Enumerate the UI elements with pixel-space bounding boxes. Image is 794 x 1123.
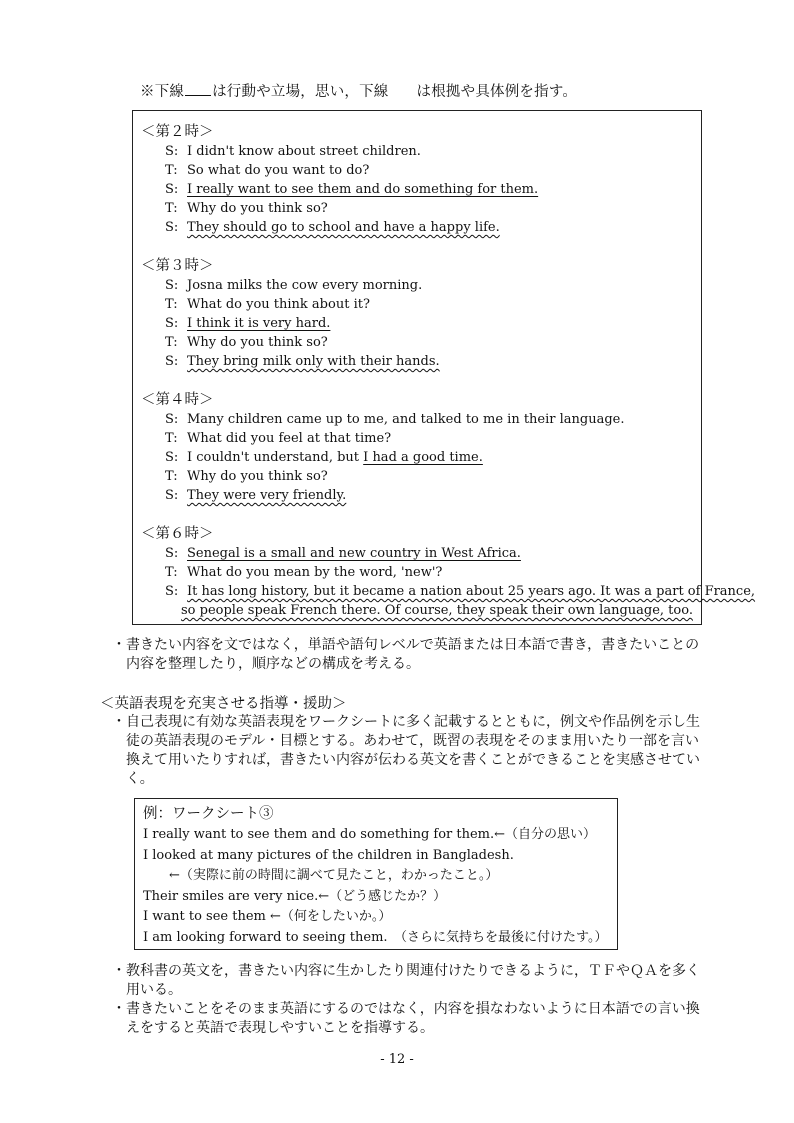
lesson-section bbox=[141, 257, 440, 371]
speaker-label: T: bbox=[165, 431, 178, 446]
speaker-label: S: bbox=[165, 278, 179, 293]
dialog-line bbox=[141, 295, 440, 314]
bullet-line: 書きたいことをそのまま英語にするのではなく，内容を損なわないように日本語での言い換 bbox=[126, 1001, 700, 1017]
speaker-label: T: bbox=[165, 163, 178, 178]
bullet-textbook-sentences bbox=[112, 962, 726, 1000]
dialog-line bbox=[141, 314, 440, 333]
note-middle: は行動や立場，思い，下線 bbox=[212, 84, 389, 100]
dialog-text: Why do you think so? bbox=[187, 469, 328, 484]
wavy-underline-sample bbox=[390, 84, 416, 98]
underlined-opinion: I had a good time. bbox=[363, 450, 483, 465]
dialog-line bbox=[141, 582, 755, 601]
dialog-line bbox=[141, 429, 625, 448]
lesson-section-title: ＜第２時＞ bbox=[141, 124, 214, 140]
dialog-line bbox=[141, 180, 538, 199]
dialog-text: Why do you think so? bbox=[187, 335, 328, 350]
bullet-line: 教科書の英文を，書きたい内容に生かしたり関連付けたりできるように，ＴＦやＱＡを多く bbox=[126, 963, 700, 979]
dialog-line bbox=[141, 333, 440, 352]
speaker-label: S: bbox=[165, 220, 179, 235]
bullet-line: 書きたい内容を文ではなく，単語や語句レベルで英語または日本語で書き，書きたいことの bbox=[126, 637, 700, 653]
speaker-label: S: bbox=[165, 316, 179, 331]
dialog-text: What did you feel at that time? bbox=[187, 431, 392, 446]
underlined-opinion: Senegal is a small and new country in West Africa. bbox=[187, 546, 521, 561]
example-line: ←（実際に前の時間に調べて見たこと，わかったこと。） bbox=[143, 868, 499, 883]
lesson-section-title: ＜第３時＞ bbox=[141, 258, 214, 274]
dialog-line bbox=[141, 410, 625, 429]
wavy-underlined-reason: They bring milk only with their hands. bbox=[187, 354, 440, 369]
dialog-line bbox=[141, 161, 538, 180]
wavy-underlined-reason: They were very friendly. bbox=[187, 488, 347, 503]
lesson-section-title: ＜第６時＞ bbox=[141, 526, 214, 542]
underlined-opinion: I think it is very hard. bbox=[187, 316, 331, 331]
dialog-line bbox=[141, 486, 625, 505]
speaker-label: T: bbox=[165, 335, 178, 350]
speaker-label: S: bbox=[165, 546, 179, 561]
example-line: I looked at many pictures of the children in Bangladesh. bbox=[143, 847, 514, 863]
dialog-line bbox=[141, 276, 440, 295]
speaker-label: S: bbox=[165, 488, 179, 503]
underline-legend-note bbox=[140, 80, 577, 101]
section-heading: ＜英語表現を充実させる指導・援助＞ bbox=[100, 696, 347, 712]
example-line: I want to see them ←（何をしたいか。） bbox=[143, 909, 392, 924]
bullet-line: 徒の英語表現のモデル・目標とする。あわせて，既習の表現をそのまま用いたり一部を言い bbox=[126, 733, 700, 749]
bullet-mark: ・ bbox=[112, 1001, 126, 1017]
note-suffix: は根拠や具体例を指す。 bbox=[416, 84, 578, 100]
dialog-line bbox=[141, 448, 625, 467]
dialog-text: So what do you want to do? bbox=[187, 163, 370, 178]
example-line: I really want to see them and do something for them.←（自分の思い） bbox=[143, 827, 597, 842]
lesson-section-title: ＜第４時＞ bbox=[141, 392, 214, 408]
example-line: I am looking forward to seeing them. （さらに気持ちを最後に付けたす。） bbox=[143, 929, 608, 945]
bullet-mark: ・ bbox=[112, 637, 126, 653]
straight-underline-sample bbox=[185, 81, 211, 96]
dialog-line bbox=[141, 199, 538, 218]
bullet-line: 用いる。 bbox=[126, 982, 182, 998]
speaker-label: S: bbox=[165, 144, 179, 159]
dialog-text: I couldn't understand, but bbox=[187, 450, 364, 465]
lesson-section bbox=[141, 391, 625, 505]
lesson-section bbox=[141, 525, 755, 620]
dialog-text: I didn't know about street children. bbox=[187, 144, 421, 159]
wavy-underlined-reason: It has long history, but it became a nation about 25 years ago. It was a part of France, bbox=[187, 584, 756, 599]
bullet-line: く。 bbox=[126, 771, 154, 787]
dialog-line bbox=[141, 218, 538, 237]
bullet-paraphrase bbox=[112, 1000, 726, 1038]
wavy-underlined-reason: so people speak French there. Of course, they speak their own language, too. bbox=[181, 603, 693, 618]
dialog-text: Many children came up to me, and talked to me in their language. bbox=[187, 412, 625, 427]
underlined-opinion: I really want to see them and do something for them. bbox=[187, 182, 539, 197]
bullet-line: 自己表現に有効な英語表現をワークシートに多く記載するとともに，例文や作品例を示し生 bbox=[126, 714, 700, 730]
page-number: - 12 - bbox=[380, 1052, 414, 1067]
speaker-label: S: bbox=[165, 182, 179, 197]
speaker-label: T: bbox=[165, 565, 178, 580]
speaker-label: S: bbox=[165, 584, 179, 599]
dialog-line bbox=[141, 601, 755, 620]
dialog-line bbox=[141, 563, 755, 582]
dialog-line bbox=[141, 467, 625, 486]
speaker-label: S: bbox=[165, 354, 179, 369]
example-line: Their smiles are very nice.←（どう感じたか？） bbox=[143, 888, 447, 904]
dialog-line bbox=[141, 352, 440, 371]
worksheet-example-box bbox=[134, 798, 618, 950]
speaker-label: T: bbox=[165, 297, 178, 312]
speaker-label: T: bbox=[165, 201, 178, 216]
dialog-text: Josna milks the cow every morning. bbox=[187, 278, 423, 293]
dialog-text: Why do you think so? bbox=[187, 201, 328, 216]
example-title: 例：ワークシート③ bbox=[143, 806, 274, 822]
speaker-label: S: bbox=[165, 412, 179, 427]
bullet-line: えをすると英語で表現しやすいことを指導する。 bbox=[126, 1020, 434, 1036]
bullet-english-expressions bbox=[112, 713, 726, 789]
bullet-organize-content bbox=[112, 636, 726, 674]
dialog-line bbox=[141, 544, 755, 563]
wavy-underlined-reason: They should go to school and have a happy life. bbox=[187, 220, 500, 235]
lesson-section bbox=[141, 123, 538, 237]
note-prefix: ※下線 bbox=[140, 84, 185, 100]
dialog-text: What do you think about it? bbox=[187, 297, 370, 312]
bullet-mark: ・ bbox=[112, 714, 126, 730]
bullet-mark: ・ bbox=[112, 963, 126, 979]
bullet-line: 換えて用いたりすれば，書きたい内容が伝わる英文を書くことができることを実感させてい bbox=[126, 752, 700, 768]
bullet-line: 内容を整理したり，順序などの構成を考える。 bbox=[126, 656, 420, 672]
dialog-examples-box bbox=[132, 110, 756, 625]
speaker-label: T: bbox=[165, 469, 178, 484]
dialog-line bbox=[141, 142, 538, 161]
speaker-label: S: bbox=[165, 450, 179, 465]
dialog-text: What do you mean by the word, 'new'? bbox=[187, 565, 443, 580]
